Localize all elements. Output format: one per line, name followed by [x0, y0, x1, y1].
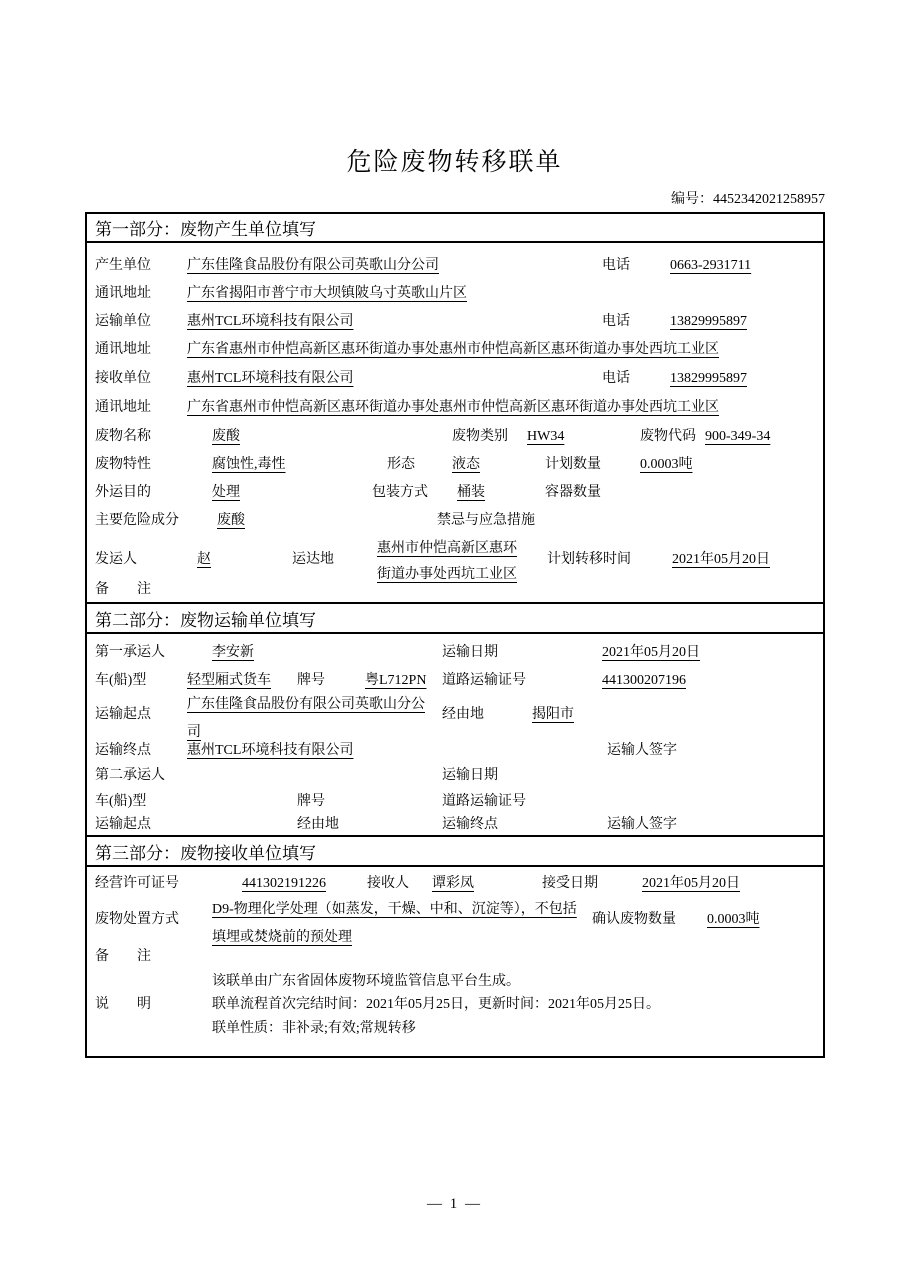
- plate2-label: 牌号: [297, 794, 325, 809]
- accept-date-label: 接受日期: [542, 876, 598, 891]
- main-hazard-label: 主要危险成分: [95, 513, 179, 528]
- page-number: — 1 —: [427, 1196, 482, 1212]
- sender-label: 发运人: [95, 552, 137, 567]
- form-label: 形态: [387, 457, 415, 472]
- via1-label: 经由地: [442, 707, 484, 722]
- destination-label: 运达地: [292, 552, 334, 567]
- disposal-label: 废物处置方式: [95, 912, 179, 927]
- terminus2-label: 运输终点: [442, 817, 498, 832]
- planned-date-value: 2021年05月20日: [672, 552, 770, 567]
- receiver-person-value: 谭彩凤: [432, 876, 474, 891]
- disposal-value: D9-物理化学处理（如蒸发，干燥、中和、沉淀等），不包括填埋或焚烧前的预处理: [212, 902, 577, 945]
- signature2-label: 运输人签字: [607, 817, 677, 832]
- destination-value: 惠州市仲恺高新区惠环街道办事处西坑工业区: [377, 541, 517, 582]
- plate1-label: 牌号: [297, 673, 325, 688]
- via2-label: 经由地: [297, 817, 339, 832]
- via1-value: 揭阳市: [532, 707, 574, 722]
- vehicle1-value: 轻型厢式货车: [187, 673, 271, 688]
- vehicle2-label: 车(船)型: [95, 794, 147, 809]
- purpose-value: 处理: [212, 485, 240, 500]
- transporter-address-label: 通讯地址: [95, 342, 151, 357]
- transporter-phone-value: 13829995897: [670, 314, 747, 329]
- planned-date-label: 计划转移时间: [547, 552, 631, 567]
- page-title: 危险废物转移联单: [346, 149, 563, 176]
- producer-address-label: 通讯地址: [95, 286, 151, 301]
- transporter-label: 运输单位: [95, 314, 151, 329]
- road-permit1-value: 441300207196: [602, 673, 686, 688]
- planned-qty-label: 计划数量: [545, 457, 601, 472]
- note-label: 说 明: [95, 997, 151, 1012]
- note-line1: 该联单由广东省固体废物环境监管信息平台生成。: [212, 974, 520, 989]
- receiver-phone-value: 13829995897: [670, 371, 747, 386]
- packaging-value: 桶装: [457, 485, 485, 500]
- producer-value: 广东佳隆食品股份有限公司英歌山分公司: [187, 258, 439, 273]
- receiver-address-value: 广东省惠州市仲恺高新区惠环街道办事处惠州市仲恺高新区惠环街道办事处西坑工业区: [187, 400, 719, 415]
- transport-date2-label: 运输日期: [442, 768, 498, 783]
- section1-header: 第一部分：废物产生单位填写: [87, 214, 823, 243]
- road-permit2-label: 道路运输证号: [442, 794, 526, 809]
- waste-category-label: 废物类别: [452, 429, 508, 444]
- packaging-label: 包装方式: [372, 485, 428, 500]
- serial-number: 编号：4452342021258957: [671, 192, 825, 207]
- confirmed-qty-value: 0.0003吨: [707, 912, 760, 927]
- transporter-value: 惠州TCL环境科技有限公司: [187, 314, 354, 329]
- note-line3: 联单性质：非补录;有效;常规转移: [212, 1021, 416, 1036]
- waste-name-label: 废物名称: [95, 429, 151, 444]
- sender-value: 赵: [197, 552, 211, 567]
- section2-header: 第二部分：废物运输单位填写: [87, 602, 823, 634]
- license-value: 441302191226: [242, 876, 326, 891]
- receiver-address-label: 通讯地址: [95, 400, 151, 415]
- section3-header: 第三部分：废物接收单位填写: [87, 835, 823, 867]
- waste-code-label: 废物代码: [640, 429, 696, 444]
- purpose-label: 外运目的: [95, 485, 151, 500]
- vehicle1-label: 车(船)型: [95, 673, 147, 688]
- waste-name-value: 废酸: [212, 429, 240, 444]
- origin2-label: 运输起点: [95, 817, 151, 832]
- transport-date1-label: 运输日期: [442, 645, 498, 660]
- origin1-value: 广东佳隆食品股份有限公司英歌山分公司: [187, 697, 425, 740]
- emergency-label: 禁忌与应急措施: [437, 513, 535, 528]
- confirmed-qty-label: 确认废物数量: [592, 912, 676, 927]
- origin1-label: 运输起点: [95, 707, 151, 722]
- waste-property-value: 腐蚀性,毒性: [212, 457, 286, 472]
- waste-property-label: 废物特性: [95, 457, 151, 472]
- terminus1-label: 运输终点: [95, 743, 151, 758]
- carrier1-value: 李安新: [212, 645, 254, 660]
- note-line2: 联单流程首次完结时间：2021年05月25日，更新时间：2021年05月25日。: [212, 997, 660, 1012]
- receiver-person-label: 接收人: [367, 876, 409, 891]
- manifest-table: [85, 212, 825, 1058]
- accept-date-value: 2021年05月20日: [642, 876, 740, 891]
- s3-remark-label: 备 注: [95, 949, 151, 964]
- carrier2-label: 第二承运人: [95, 768, 165, 783]
- s1-remark-label: 备 注: [95, 582, 151, 597]
- producer-phone-value: 0663-2931711: [670, 258, 752, 273]
- plate1-value: 粤L712PN: [365, 673, 427, 688]
- terminus1-value: 惠州TCL环境科技有限公司: [187, 743, 354, 758]
- waste-category-value: HW34: [527, 429, 565, 444]
- road-permit1-label: 道路运输证号: [442, 673, 526, 688]
- carrier1-label: 第一承运人: [95, 645, 165, 660]
- license-label: 经营许可证号: [95, 876, 179, 891]
- planned-qty-value: 0.0003吨: [640, 457, 693, 472]
- producer-label: 产生单位: [95, 258, 151, 273]
- signature1-label: 运输人签字: [607, 743, 677, 758]
- receiver-value: 惠州TCL环境科技有限公司: [187, 371, 354, 386]
- receiver-phone-label: 电话: [602, 371, 630, 386]
- transporter-phone-label: 电话: [602, 314, 630, 329]
- container-qty-label: 容器数量: [545, 485, 601, 500]
- receiver-label: 接收单位: [95, 371, 151, 386]
- producer-address-value: 广东省揭阳市普宁市大坝镇陂乌寸英歌山片区: [187, 286, 467, 301]
- main-hazard-value: 废酸: [217, 513, 245, 528]
- form-value: 液态: [452, 457, 480, 472]
- producer-phone-label: 电话: [602, 258, 630, 273]
- transport-date1-value: 2021年05月20日: [602, 645, 700, 660]
- transporter-address-value: 广东省惠州市仲恺高新区惠环街道办事处惠州市仲恺高新区惠环街道办事处西坑工业区: [187, 342, 719, 357]
- waste-code-value: 900-349-34: [705, 429, 771, 444]
